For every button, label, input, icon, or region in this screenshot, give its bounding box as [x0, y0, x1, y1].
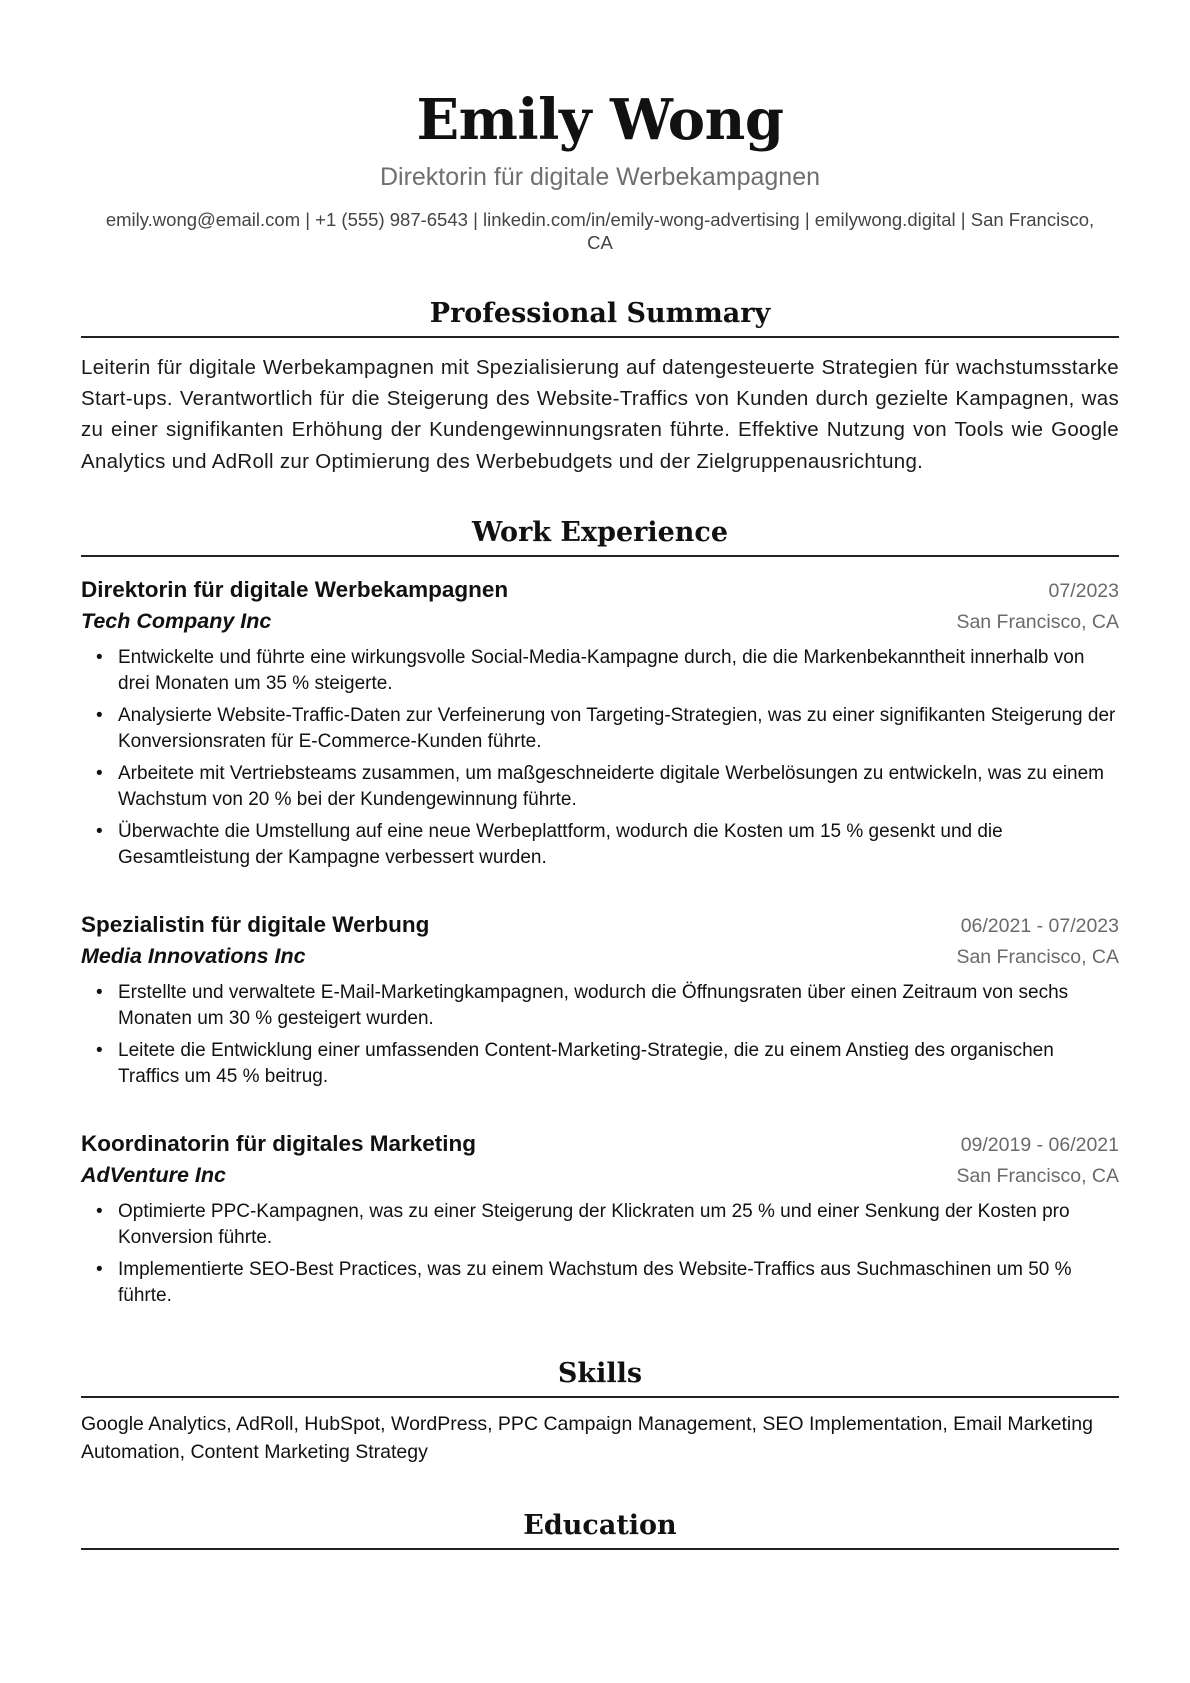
job-company: AdVenture Inc: [81, 1162, 226, 1187]
job-bullet-list: [81, 645, 1119, 872]
job-location: San Francisco, CA: [956, 945, 1119, 968]
bullet-icon: •: [96, 1258, 103, 1280]
job-date: 09/2019 - 06/2021: [960, 1133, 1119, 1156]
job-location: San Francisco, CA: [956, 1164, 1119, 1187]
job-bullet: [81, 1038, 1119, 1091]
job-title: Spezialistin für digitale Werbung: [81, 911, 430, 937]
summary-heading: Professional Summary: [81, 296, 1119, 338]
job-entry: [81, 910, 1119, 1091]
job-title: Koordinatorin für digitales Marketing: [81, 1130, 477, 1156]
bullet-icon: •: [96, 981, 103, 1003]
contact-line: emily.wong@email.com | +1 (555) 987-6543 | linkedin.com/in/emily-wong-advertising | emilywong.digital | San Francisco, CA: [105, 209, 1095, 253]
summary-text: Leiterin für digitale Werbekampagnen mit Spezialisierung auf datengesteuerte Strategien für wachstumsstarke Start-ups. Verantwortlich für die Steigerung des Website-Traffics von Kunden durch gezielte Kampagnen, was zu einer signifikanten Erhöhung der Kundengewinnungsraten führte. Effektive Nutzung von Tools wie Google Analytics und AdRoll zur Optimierung des Werbebudgets und der Zielgruppenausrichtung.: [81, 356, 1119, 473]
job-location: San Francisco, CA: [956, 610, 1119, 633]
job-entry: [81, 1129, 1119, 1310]
bullet-icon: •: [96, 1039, 103, 1061]
job-title: Direktorin für digitale Werbekampagnen: [81, 576, 509, 602]
job-bullet-text: Entwickelte und führte eine wirkungsvolle Social-Media-Kampagne durch, die die Markenbekanntheit innerhalb von drei Monaten um 35 % steigerte.: [118, 646, 1085, 695]
bullet-icon: •: [96, 646, 103, 668]
skills-heading: Skills: [81, 1356, 1119, 1398]
job-company: Media Innovations Inc: [81, 943, 306, 968]
job-bullet: [81, 1199, 1119, 1252]
education-heading: Education: [81, 1508, 1119, 1550]
job-bullet: [81, 980, 1119, 1033]
job-bullet: [81, 819, 1119, 872]
job-company: Tech Company Inc: [81, 608, 272, 633]
bullet-icon: •: [96, 704, 103, 726]
job-bullet-text: Leitete die Entwicklung einer umfassenden Content-Marketing-Strategie, die zu einem Anstieg des organischen Traffics um 45 % beitrug.: [118, 1039, 1054, 1088]
job-date: 06/2021 - 07/2023: [960, 914, 1119, 937]
job-bullet-text: Implementierte SEO-Best Practices, was zu einem Wachstum des Website-Traffics aus Suchmaschinen um 50 % führte.: [118, 1258, 1072, 1307]
job-entry: [81, 575, 1119, 872]
job-bullet-list: [81, 980, 1119, 1091]
job-bullet-text: Arbeitete mit Vertriebsteams zusammen, um maßgeschneiderte digitale Werbelösungen zu entwickeln, was zu einem Wachstum von 20 % bei der Kundengewinnung führte.: [118, 762, 1105, 811]
resume-page: [81, 0, 1119, 1550]
job-bullet-text: Erstellte und verwaltete E-Mail-Marketingkampagnen, wodurch die Öffnungsraten über einen Zeitraum von sechs Monaten um 30 % gesteigert wurden.: [118, 981, 1069, 1030]
candidate-name: Emily Wong: [416, 87, 784, 153]
work-experience-heading: Work Experience: [81, 515, 1119, 557]
bullet-icon: •: [96, 1200, 103, 1222]
bullet-icon: •: [96, 820, 103, 842]
job-bullet-text: Optimierte PPC-Kampagnen, was zu einer Steigerung der Klickraten um 25 % und einer Senkung der Kosten pro Konversion führte.: [118, 1200, 1070, 1249]
job-bullet: [81, 645, 1119, 698]
candidate-title: Direktorin für digitale Werbekampagnen: [379, 163, 821, 191]
bullet-icon: •: [96, 762, 103, 784]
job-date: 07/2023: [1048, 579, 1119, 602]
job-bullet: [81, 703, 1119, 756]
skills-text: Google Analytics, AdRoll, HubSpot, WordPress, PPC Campaign Management, SEO Implementation, Email Marketing Automation, Content Marketing Strategy: [81, 1412, 1093, 1463]
job-bullet: [81, 761, 1119, 814]
job-bullet: [81, 1257, 1119, 1310]
job-bullet-text: Überwachte die Umstellung auf eine neue Werbeplattform, wodurch die Kosten um 15 % gesenkt und die Gesamtleistung der Kampagne verbessert wurden.: [118, 820, 1003, 869]
job-bullet-text: Analysierte Website-Traffic-Daten zur Verfeinerung von Targeting-Strategien, was zu einer signifikanten Steigerung der Konversionsraten für E-Commerce-Kunden führte.: [118, 704, 1116, 753]
job-bullet-list: [81, 1199, 1119, 1310]
